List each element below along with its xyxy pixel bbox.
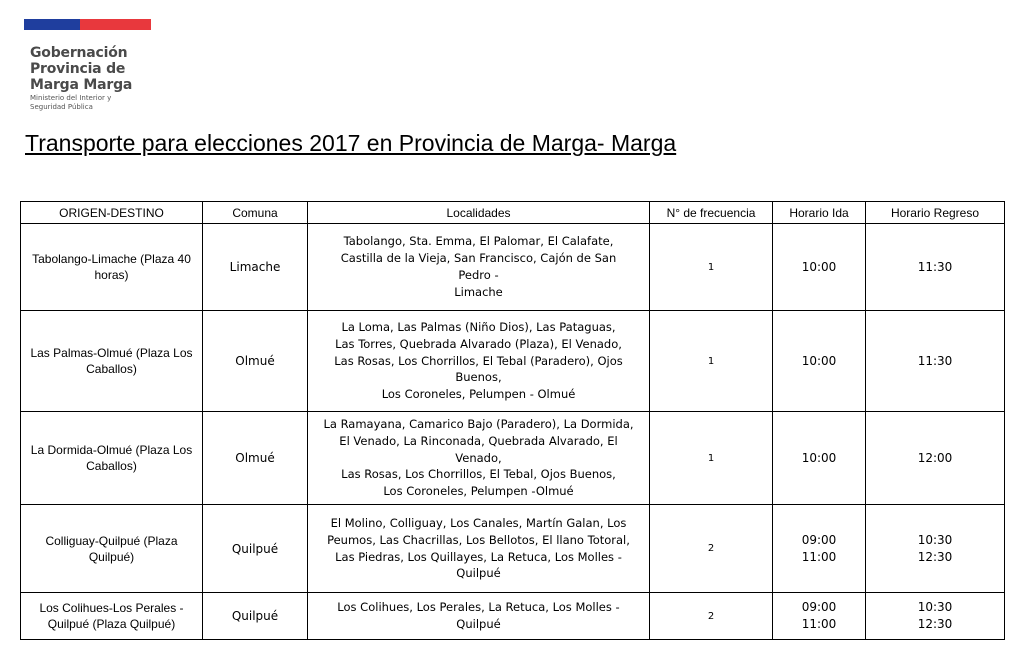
document-title: Transporte para elecciones 2017 en Provincia de Marga- Marga [25, 130, 677, 156]
col-header-horario-regreso: Horario Regreso [866, 202, 1005, 224]
localidades-line: Las Rosas, Los Chorrillos, El Tebal (Paradero), Ojos [334, 353, 623, 368]
table-header-row [21, 202, 1005, 224]
time-value: 10:00 [801, 259, 837, 274]
cell-frecuencia: 2 [650, 593, 773, 640]
time-value: 11:00 [801, 549, 837, 564]
localidades-line: El Venado, La Rinconada, Quebrada Alvarado, El [339, 433, 618, 448]
chilean-flag-stripe [24, 19, 151, 30]
localidades-line: Los Coroneles, Pelumpen -Olmué [383, 484, 574, 499]
time-value: 09:00 [801, 600, 837, 614]
localidades-line: Las Piedras, Los Quillayes, La Retuca, Los Molles - [335, 549, 622, 564]
localidades-line: La Ramayana, Camarico Bajo (Paradero), La Dormida, [323, 417, 634, 431]
time-value: 12:30 [917, 549, 953, 564]
cell-localidades [308, 412, 650, 505]
ministry-line-2: Seguridad Pública [30, 103, 93, 111]
cell-origen: Las Palmas-Olmué (Plaza Los Caballos) [21, 311, 203, 412]
cell-frecuencia: 1 [650, 224, 773, 311]
logo-line-3: Marga Marga [30, 77, 133, 93]
col-header-origen: ORIGEN-DESTINO [21, 202, 203, 224]
time-value: 10:30 [917, 532, 953, 547]
time-value: 12:00 [917, 450, 953, 465]
localidades-line: Quilpué [456, 617, 501, 631]
cell-comuna: Limache [203, 224, 308, 311]
cell-localidades [308, 224, 650, 311]
localidades-line: Las Torres, Quebrada Alvarado (Plaza), El Venado, [335, 336, 622, 351]
localidades-line: Buenos, [455, 370, 502, 385]
table-row [21, 505, 1005, 593]
col-header-horario-ida: Horario Ida [773, 202, 866, 224]
time-value: 11:30 [917, 259, 953, 274]
localidades-line: Las Rosas, Los Chorrillos, El Tebal, Ojos Buenos, [341, 467, 616, 482]
gobernacion-logo [30, 45, 132, 111]
transport-schedule-table [20, 201, 1005, 640]
localidades-line: La Loma, Las Palmas (Niño Dios), Las Pataguas, [341, 320, 616, 334]
time-value: 11:30 [917, 353, 953, 368]
localidades-line: Venado, [455, 450, 502, 465]
flag-red-bar [80, 19, 151, 30]
cell-horario-ida [773, 412, 866, 505]
cell-origen: Tabolango-Limache (Plaza 40 horas) [21, 224, 203, 311]
cell-horario-ida [773, 505, 866, 593]
table-row [21, 224, 1005, 311]
col-header-comuna: Comuna [203, 202, 308, 224]
cell-frecuencia: 1 [650, 311, 773, 412]
cell-comuna: Quilpué [203, 593, 308, 640]
localidades-line: Pedro - [458, 268, 499, 282]
cell-comuna: Quilpué [203, 505, 308, 593]
cell-horario-regreso [866, 412, 1005, 505]
cell-horario-ida [773, 224, 866, 311]
cell-origen: Colliguay-Quilpué (Plaza Quilpué) [21, 505, 203, 593]
localidades-line: Peumos, Las Chacrillas, Los Bellotos, El llano Totoral, [327, 532, 630, 547]
cell-comuna: Olmué [203, 311, 308, 412]
localidades-line: Limache [454, 284, 503, 299]
cell-horario-ida [773, 311, 866, 412]
table-row [21, 412, 1005, 505]
col-header-localidades: Localidades [308, 202, 650, 224]
localidades-line: Los Coroneles, Pelumpen - Olmué [381, 387, 576, 402]
cell-origen: Los Colihues-Los Perales - Quilpué (Plaza Quilpué) [21, 593, 203, 640]
flag-blue-bar [24, 19, 80, 30]
logo-line-1: Gobernación [30, 45, 128, 61]
cell-horario-regreso [866, 311, 1005, 412]
cell-horario-ida [773, 593, 866, 640]
cell-frecuencia: 1 [650, 412, 773, 505]
time-value: 12:30 [917, 617, 953, 631]
cell-localidades [308, 311, 650, 412]
cell-horario-regreso [866, 224, 1005, 311]
localidades-line: Castilla de la Vieja, San Francisco, Cajón de San [340, 251, 617, 266]
time-value: 09:00 [801, 532, 837, 547]
time-value: 10:30 [917, 600, 953, 614]
localidades-line: Quilpué [456, 566, 501, 581]
localidades-line: El Molino, Colliguay, Los Canales, Martín Galan, Los [330, 515, 627, 530]
ministry-line-1: Ministerio del Interior y [30, 94, 112, 102]
logo-line-2: Provincia de [30, 61, 126, 77]
table-row [21, 311, 1005, 412]
cell-frecuencia: 2 [650, 505, 773, 593]
table-row [21, 593, 1005, 640]
localidades-line: Tabolango, Sta. Emma, El Palomar, El Calafate, [343, 234, 614, 249]
cell-origen: La Dormida-Olmué (Plaza Los Caballos) [21, 412, 203, 505]
time-value: 11:00 [801, 617, 837, 631]
cell-horario-regreso [866, 505, 1005, 593]
cell-comuna: Olmué [203, 412, 308, 505]
time-value: 10:00 [801, 450, 837, 465]
localidades-line: Los Colihues, Los Perales, La Retuca, Los Molles - [337, 600, 620, 615]
col-header-frecuencia: N° de frecuencia [650, 202, 773, 224]
cell-localidades [308, 505, 650, 593]
cell-localidades [308, 593, 650, 640]
cell-horario-regreso [866, 593, 1005, 640]
time-value: 10:00 [801, 353, 837, 368]
